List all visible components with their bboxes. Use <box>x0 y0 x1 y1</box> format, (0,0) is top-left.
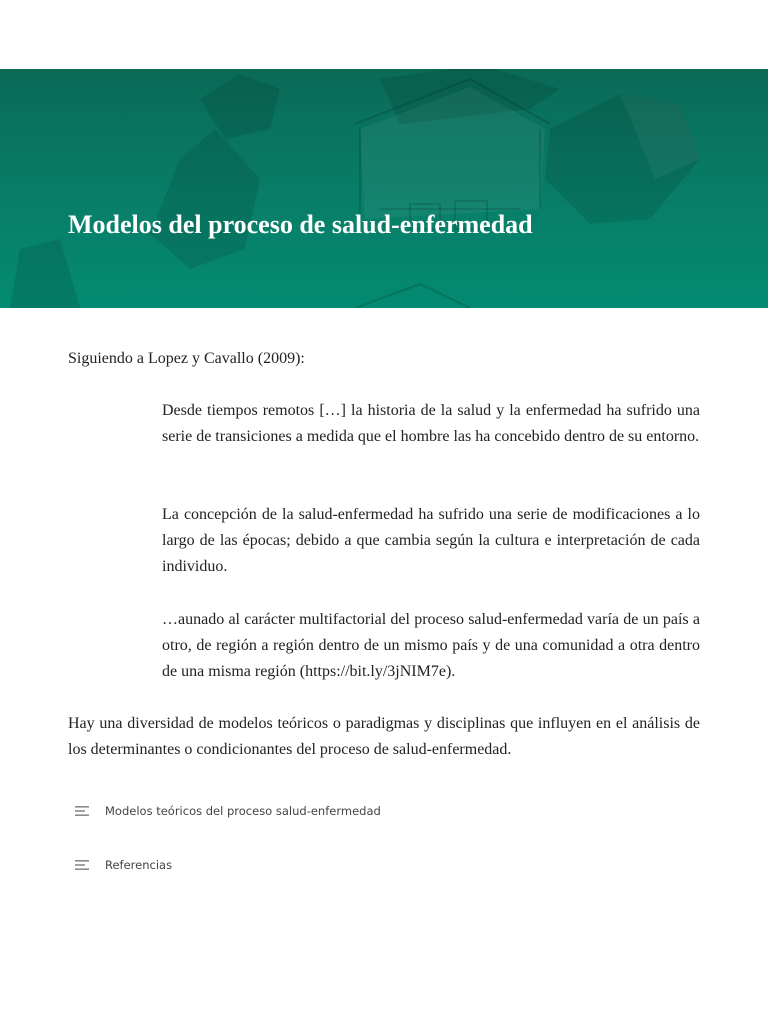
toc-item-modelos-teoricos[interactable] <box>68 798 381 824</box>
toc-item-label: Modelos teóricos del proceso salud-enfermedad <box>105 804 381 818</box>
block-quote-paragraph: La concepción de la salud-enfermedad ha sufrido una serie de modificaciones a lo largo de las épocas; debido a que cambia según la cultura e interpretación de cada individuo. <box>162 506 700 575</box>
block-quote-paragraph: …aunado al carácter multifactorial del proceso salud-enfermedad varía de un país a otro, de región a región dentro de un mismo país y de una comunidad a otra dentro de una misma región (https://bit.ly/3jNIM7e). <box>162 611 700 680</box>
closing-paragraph: Hay una diversidad de modelos teóricos o paradigmas y disciplinas que influyen en el análisis de los determinantes o condicionantes del proceso de salud-enfermedad. <box>68 715 700 758</box>
block-quote-paragraph: Desde tiempos remotos […] la historia de la salud y la enfermedad ha sufrido una serie de transiciones a medida que el hombre las ha concebido dentro de su entorno. <box>162 402 700 445</box>
text-lines-icon <box>73 857 93 873</box>
toc-item-referencias[interactable] <box>68 852 172 878</box>
text-lines-icon <box>73 803 93 819</box>
page-title: Modelos del proceso de salud-enfermedad <box>68 210 533 239</box>
hero-banner <box>0 69 768 308</box>
hero-background-shapes-icon <box>0 69 768 308</box>
toc-item-label: Referencias <box>105 858 173 872</box>
intro-paragraph: Siguiendo a Lopez y Cavallo (2009): <box>68 350 305 367</box>
